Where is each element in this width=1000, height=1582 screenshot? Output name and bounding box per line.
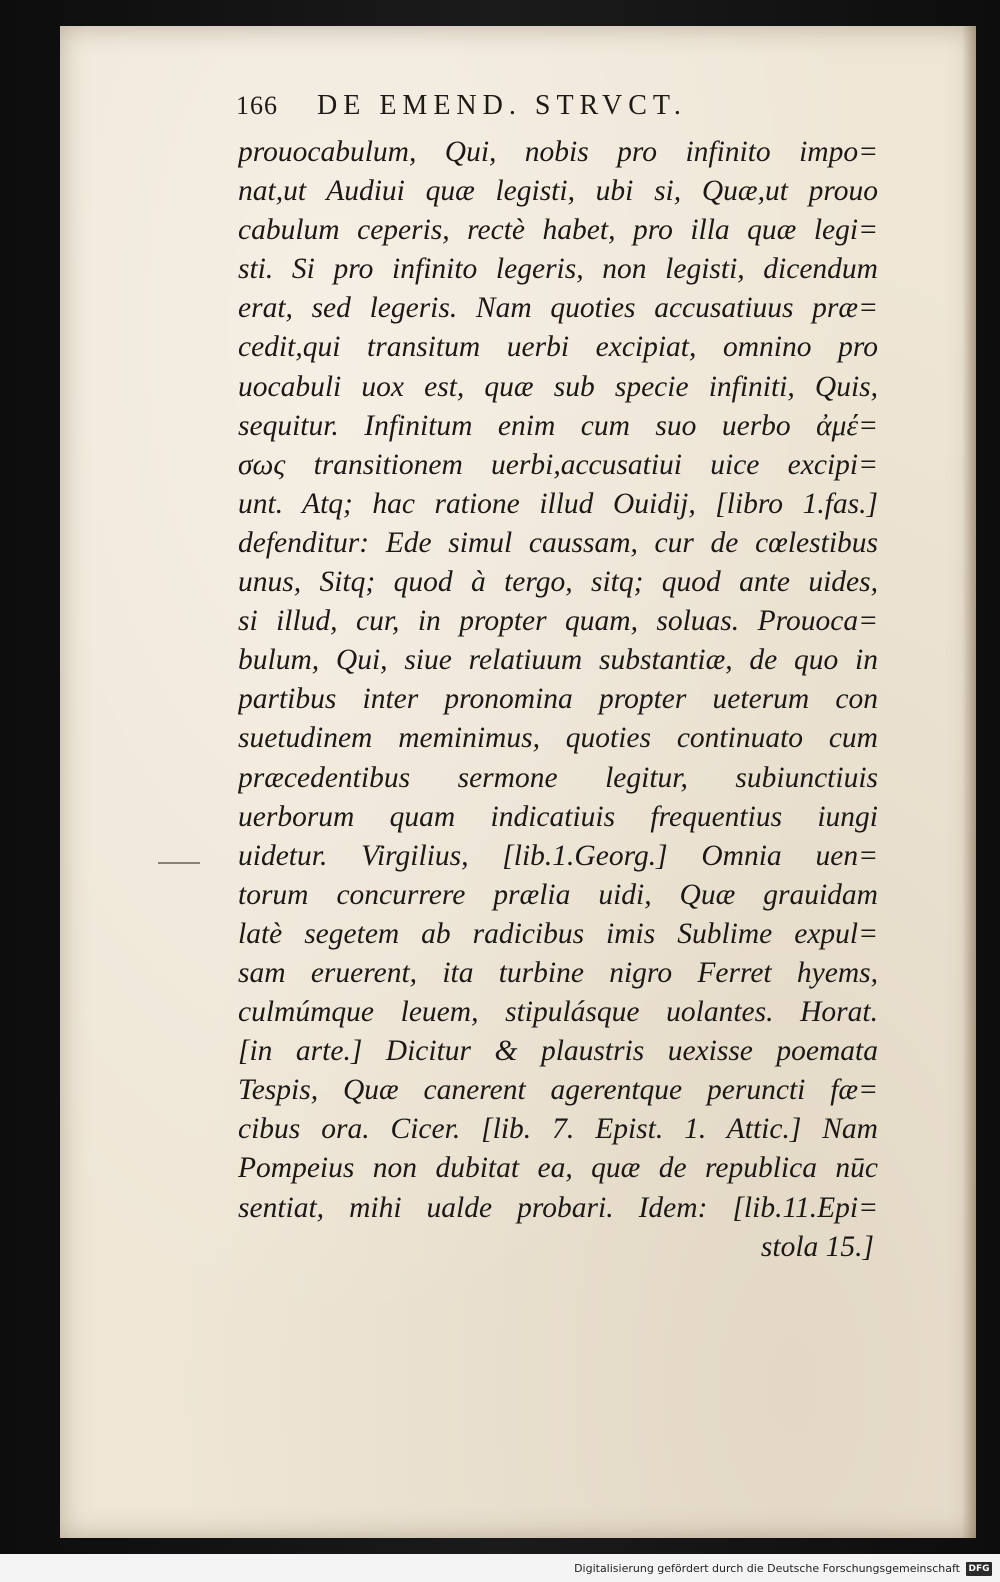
text-line: unt. Atq; hac ratione illud Ouidij, [libro 1.fas.]: [238, 487, 878, 520]
text-line: defenditur: Ede simul caussam, cur de cœlestibus: [238, 526, 878, 559]
text-line: prouocabulum, Qui, nobis pro infinito impo=: [238, 136, 878, 168]
text-line: Pompeius non dubitat ea, quæ de republica nūc: [238, 1152, 878, 1185]
text-line: unus, Sitq; quod à tergo, sitq; quod ante uides,: [238, 566, 878, 599]
text-line: latè segetem ab radicibus imis Sublime expul=: [238, 917, 878, 950]
text-line: sam eruerent, ita turbine nigro Ferret hyems,: [238, 956, 878, 989]
text-line: sti. Si pro infinito legeris, non legisti, dicendum: [238, 253, 878, 286]
text-line: suetudinem meminimus, quoties continuato cum: [238, 722, 878, 755]
margin-mark: [158, 862, 200, 864]
text-line: torum concurrere prælia uidi, Quæ grauidam: [238, 878, 878, 911]
text-line: Tespis, Quæ canerent agerentque peruncti fæ=: [238, 1074, 878, 1107]
text-line: sequitur. Infinitum enim cum suo uerbo ἀμέ=: [238, 409, 878, 442]
text-line: cedit,qui transitum uerbi excipiat, omnino pro: [238, 331, 878, 364]
text-line: si illud, cur, in propter quam, soluas. Prouoca=: [238, 605, 878, 638]
text-line: cibus ora. Cicer. [lib. 7. Epist. 1. Attic.] Nam: [238, 1113, 878, 1146]
funding-credit: Digitalisierung gefördert durch die Deutsche Forschungsgemeinschaft: [574, 1562, 960, 1575]
text-line: partibus inter pronomina propter ueterum con: [238, 683, 878, 716]
text-line: sentiat, mihi ualde probari. Idem: [lib.11.Epi=: [238, 1191, 878, 1224]
text-line: bulum, Qui, siue relatiuum substantiæ, de quo in: [238, 644, 878, 677]
text-line: nat,ut Audiui quæ legisti, ubi si, Quæ,ut prouo: [238, 175, 878, 208]
text-line: uidetur. Virgilius, [lib.1.Georg.] Omnia uen=: [238, 839, 878, 872]
text-line: uocabuli uox est, quæ sub specie infiniti, Quis,: [238, 370, 878, 403]
text-line: [in arte.] Dicitur & plaustris uexisse poemata: [238, 1035, 878, 1068]
text-line: uerborum quam indicatiuis frequentius iungi: [238, 800, 878, 833]
text-line: culmúmque leuem, stipulásque uolantes. Horat.: [238, 996, 878, 1029]
running-head: [236, 90, 687, 122]
page-edge-shadow: [962, 26, 976, 1538]
text-line-last: stola 15.]: [760, 1230, 874, 1263]
text-line: præcedentibus sermone legitur, subiunctiuis: [238, 761, 878, 794]
body-text: [238, 133, 878, 1267]
text-line: σως transitionem uerbi,accusatiui uice excipi=: [238, 448, 878, 481]
text-line: erat, sed legeris. Nam quoties accusatiuus præ=: [238, 292, 878, 325]
running-title: DE EMEND. STRVCT.: [317, 90, 687, 121]
text-line: cabulum ceperis, rectè habet, pro illa quæ legi=: [238, 214, 878, 247]
footer-band: [0, 1554, 1000, 1582]
dfg-logo-icon: DFG: [966, 1562, 992, 1576]
page-number: 166: [236, 91, 278, 120]
